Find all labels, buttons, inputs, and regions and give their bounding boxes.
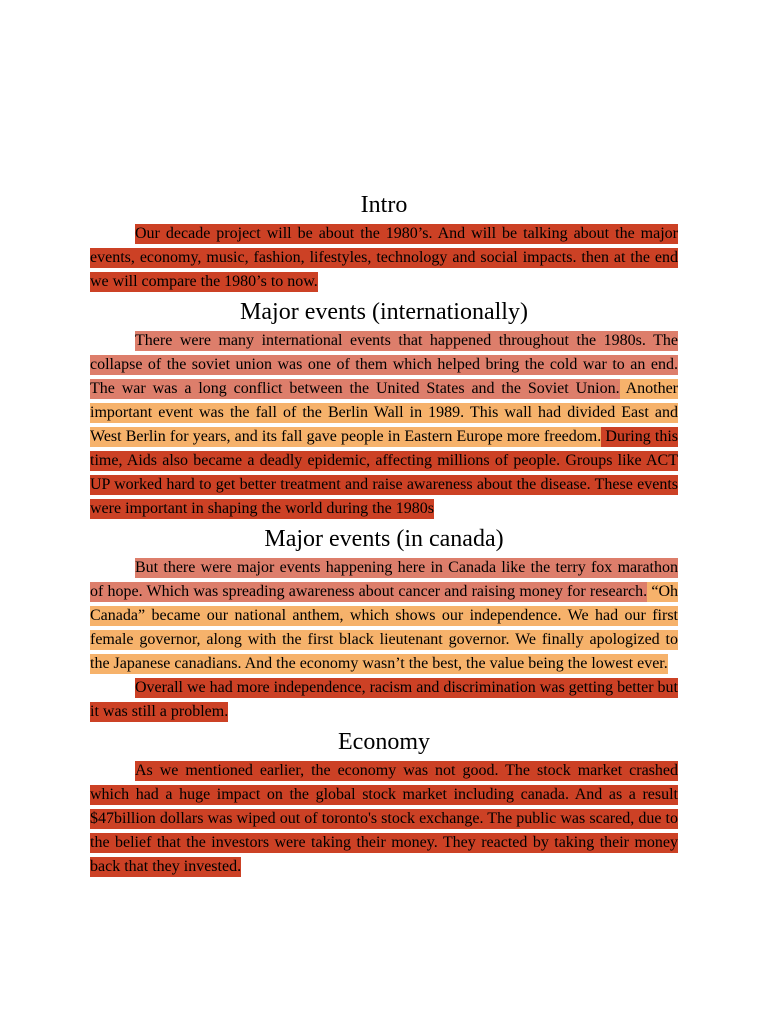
paragraph-major-events-international (90, 329, 678, 521)
highlighted-text-segment: Overall we had more independence, racism and discrimination was getting better but it was still a problem. (90, 679, 678, 720)
heading-major-events-international: Major events (internationally) (240, 299, 528, 325)
highlighted-text-segment: “Oh Canada” became our national anthem, which shows our independence. We had our first female governor, along with the first black lieutenant governor. We finally apologized to the Japanese canadians. And the economy wasn’t the best, the value being the lowest ever. (90, 583, 679, 672)
paragraph-major-events-canada (90, 556, 678, 676)
paragraph-canada-summary (90, 676, 678, 724)
heading-economy: Economy (338, 729, 430, 755)
paragraph-economy (90, 759, 678, 879)
highlighted-text-segment: Another important event was the fall of the Berlin Wall in 1989. This wall had divided East and West Berlin for years, and its fall gave people in Eastern Europe more freedom. (90, 380, 679, 445)
highlighted-text-segment: There were many international events that happened throughout the 1980s. The collapse of the soviet union was one of them which helped bring the cold war to an end. The war was a long conflict between the United States and the Soviet Union. (90, 332, 678, 397)
highlighted-text-segment: But there were major events happening here in Canada like the terry fox marathon of hope. Which was spreading awareness about cancer and raising money for research. (90, 559, 678, 600)
paragraph-intro (90, 222, 678, 294)
heading-intro: Intro (360, 192, 408, 218)
highlighted-text-segment: Our decade project will be about the 1980’s. And will be talking about the major events, economy, music, fashion, lifestyles, technology and social impacts. then at the end we will compare the 1980’s to now. (90, 225, 678, 290)
heading-major-events-canada: Major events (in canada) (264, 526, 504, 552)
highlighted-text-segment: As we mentioned earlier, the economy was not good. The stock market crashed which had a huge impact on the global stock market including canada. And as a result $47billion dollars was wiped out of toronto's stock exchange. The public was scared, due to the belief that the investors were taking their money. They reacted by taking their money back that they invested. (90, 762, 678, 875)
highlighted-text-segment: During this time, Aids also became a deadly epidemic, affecting millions of people. Groups like ACT UP worked hard to get better treatment and raise awareness about the disease. These events were important in shaping the world during the 1980s (90, 428, 678, 517)
